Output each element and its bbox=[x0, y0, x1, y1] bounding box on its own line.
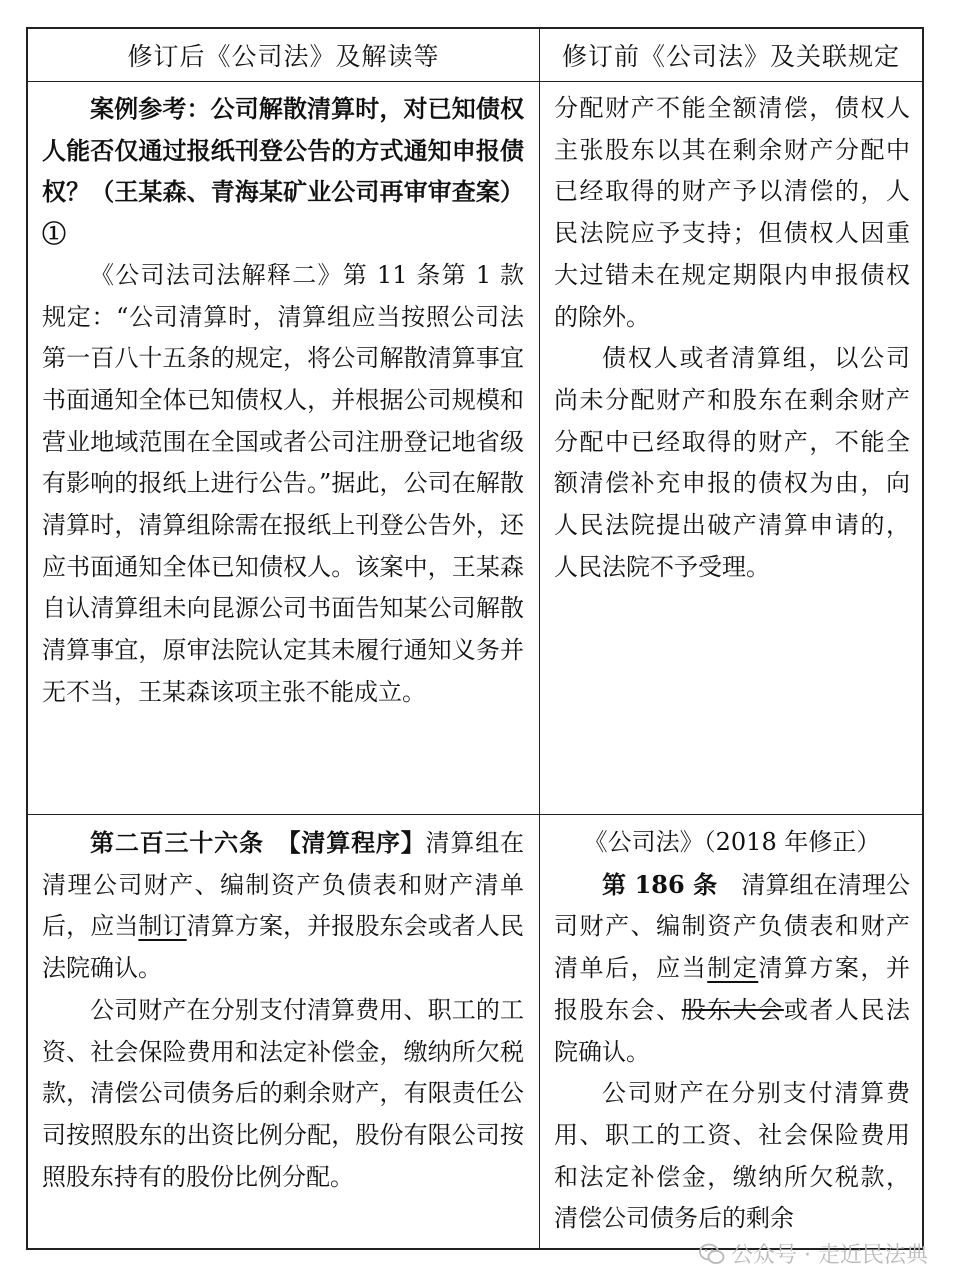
article-236-paragraph-1 bbox=[42, 822, 524, 990]
watermark bbox=[699, 1238, 928, 1269]
row-divider bbox=[28, 814, 922, 815]
row1-left-cell bbox=[42, 88, 524, 714]
article-236-paragraph-2: 公司财产在分别支付清算费用、职工的工资、社会保险费用和法定补偿金，缴纳所欠税款，清偿公司债务后的剩余财产，有限责任公司按照股东的出资比例分配，股份有限公司按照股东持有的股份比例分配。 bbox=[42, 995, 524, 1191]
deleted-text: 股东大会 bbox=[681, 995, 784, 1024]
amended-word: 制订 bbox=[138, 912, 187, 941]
old-word: 制定 bbox=[707, 954, 759, 983]
row2-right-cell bbox=[554, 822, 910, 1240]
header-divider bbox=[28, 81, 922, 82]
row1-right-cell bbox=[554, 88, 910, 588]
article-text: 清算方案，并报股东会、 bbox=[554, 954, 911, 1024]
old-article-number: 第 186 条 bbox=[602, 869, 718, 899]
article-text: 清算组在清理公司财产、编制资产负债表和财产清单后，应当 bbox=[554, 870, 911, 983]
article-text: 或者人民法院确认。 bbox=[554, 995, 911, 1066]
case-reference-title: 案例参考：公司解散清算时，对已知债权人能否仅通过报纸刊登公告的方式通知申报债权？（王某森、青海某矿业公司再审审查案）① bbox=[42, 94, 524, 249]
comparison-table bbox=[26, 27, 924, 1250]
article-186-paragraph-2: 公司财产在分别支付清算费用、职工的工资、社会保险费用和法定补偿金，缴纳所欠税款，清偿公司债务后的剩余 bbox=[554, 1079, 910, 1233]
watermark-text: 公众号 · 走近民法典 bbox=[731, 1243, 928, 1268]
header-right: 修订前《公司法》及关联规定 bbox=[561, 42, 900, 71]
row2-left-cell bbox=[42, 822, 524, 1198]
article-186-paragraph-1 bbox=[554, 864, 910, 1074]
related-rule-continuation: 分配财产不能全额清偿，债权人主张股东以其在剩余财产分配中已经取得的财产予以清偿的，人民法院应予支持；但债权人因重大过错未在规定期限内申报债权的除外。 bbox=[554, 94, 910, 331]
related-rule-paragraph: 债权人或者清算组，以公司尚未分配财产和股东在剩余财产分配中已经取得的财产，不能全额清偿补充申报的债权为由，向人民法院提出破产清算申请的，人民法院不予受理。 bbox=[554, 344, 910, 581]
column-divider bbox=[539, 29, 540, 1248]
article-text: 清算组在清理公司财产、编制资产负债表和财产清单后，应当 bbox=[42, 829, 525, 941]
old-law-title: 《公司法》（2018 年修正） bbox=[583, 828, 881, 856]
header-left: 修订后《公司法》及解读等 bbox=[127, 42, 440, 71]
article-text: 清算方案，并报股东会或者人民法院确认。 bbox=[42, 912, 525, 983]
article-title: 【清算程序】 bbox=[288, 828, 426, 857]
wechat-icon bbox=[699, 1243, 725, 1265]
case-reference-body: 《公司法司法解释二》第 11 条第 1 款规定：“公司清算时，清算组应当按照公司法第一百八十五条的规定，将公司解散清算事宜书面通知全体已知债权人，并根据公司规模和营业地域范围在全国或者公司注册登记地省级有影响的报纸上进行公告。”据此，公司在解散清算时，清算组除需在报纸上刊登公告外，还应书面通知全体已知债权人。该案中，王某森自认清算组未向昆源公司书面告知某公司解散清算事宜，原审法院认定其未履行通知义务并无不当，王某森该项主张不能成立。 bbox=[42, 260, 524, 706]
article-number: 第二百三十六条 bbox=[90, 828, 264, 857]
